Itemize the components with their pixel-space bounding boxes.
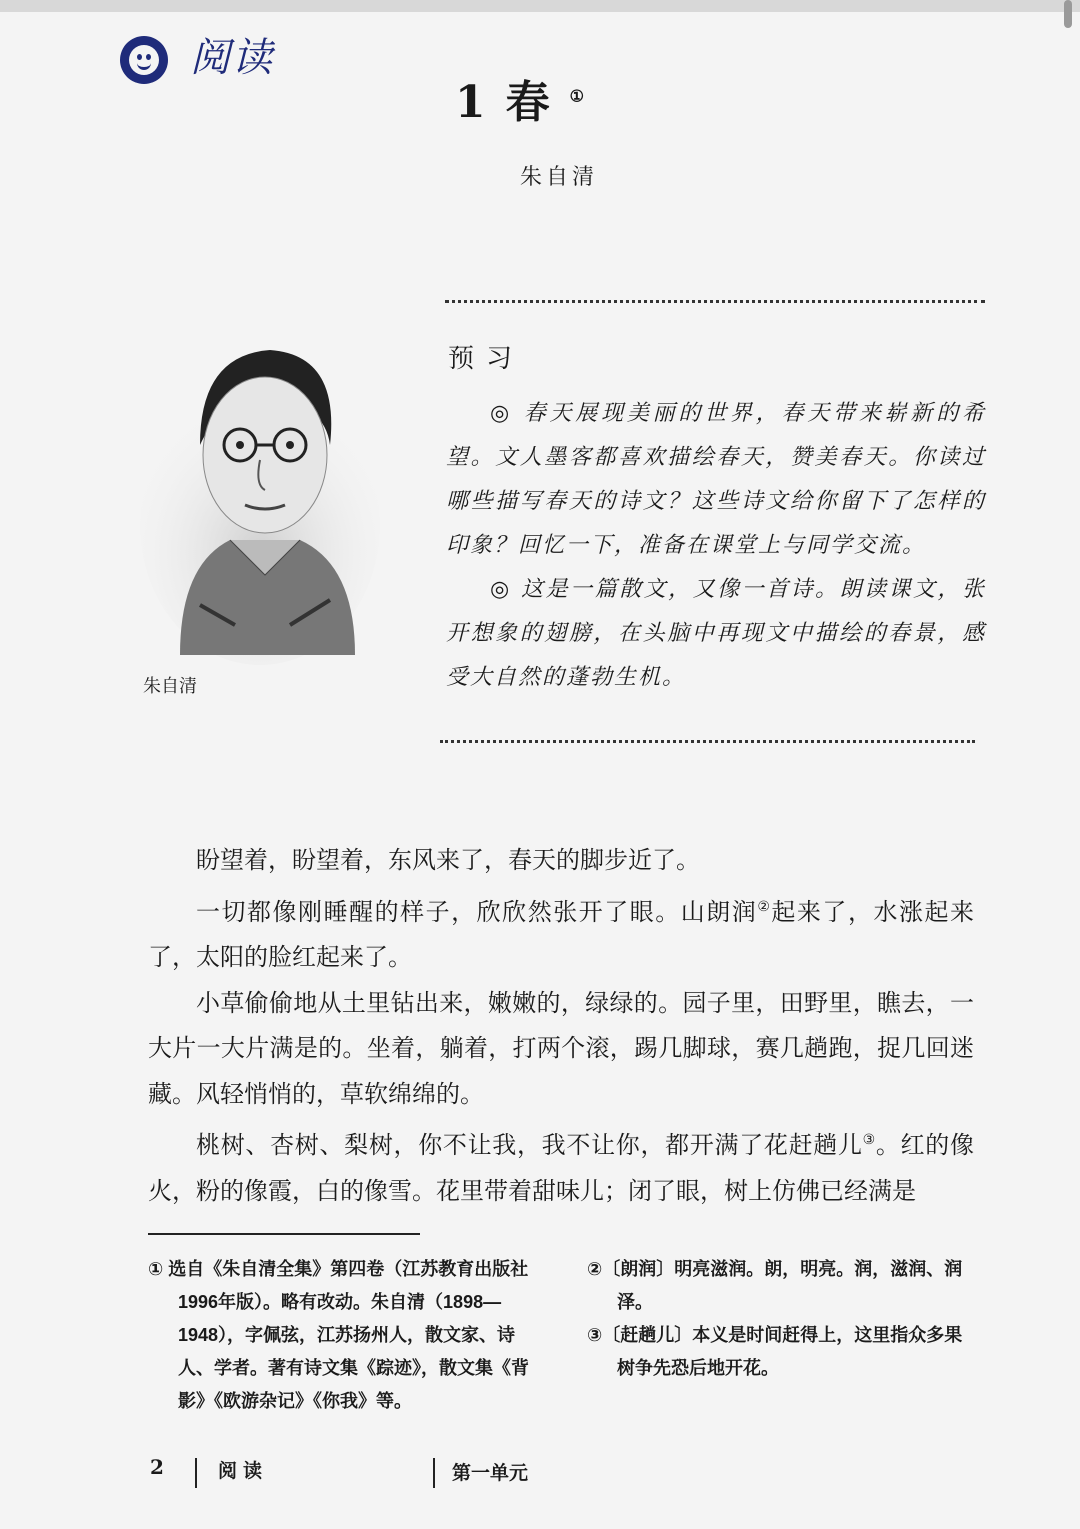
lesson-name: 春 xyxy=(505,77,570,128)
footnote-rule xyxy=(148,1233,420,1235)
footer-unit: 第一单元 xyxy=(452,1462,529,1484)
preview-heading: 预习 xyxy=(448,344,525,374)
footnote: ① 选自《朱自清全集》第四卷（江苏教育出版社1996年版）。略有改动。朱自清（1898—1948），字佩弦，江苏扬州人，散文家、诗人、学者。著有诗文集《踪迹》，散文集《背影》《欧游杂记》《你我》等。 xyxy=(148,1259,529,1411)
body-paragraph: 盼望着，盼望着，东风来了，春天的脚步近了。 xyxy=(196,847,700,874)
divider xyxy=(440,740,975,743)
section-title: 阅读 xyxy=(190,35,274,81)
footnotes xyxy=(148,1253,978,1418)
top-bar xyxy=(0,0,1080,12)
author-name: 朱自清 xyxy=(520,165,599,190)
preview-paragraph: ◎ 这是一篇散文，又像一首诗。朗读课文，张开想象的翅膀，在头脑中再现文中描绘的春景，感受大自然的蓬勃生机。 xyxy=(446,577,986,690)
portrait-caption: 朱自清 xyxy=(143,676,197,697)
body-paragraph: 桃树、杏树、梨树，你不让我，我不让你，都开满了花赶趟儿③。红的像火，粉的像霞，白的像雪。花里带着甜味儿；闭了眼，树上仿佛已经满是 xyxy=(148,1131,974,1205)
footnote: ②〔朗润〕明亮滋润。朗，明亮。润，滋润、润泽。 xyxy=(587,1259,963,1312)
scrollbar-thumb[interactable] xyxy=(1064,0,1072,28)
footnote-mark: ③ xyxy=(862,1131,876,1147)
footer-separator xyxy=(195,1458,197,1488)
body-paragraph: 小草偷偷地从土里钻出来，嫩嫩的，绿绿的。园子里，田野里，瞧去，一大片一大片满是的。坐着，躺着，打两个滚，踢几脚球，赛几趟跑，捉几回迷藏。风轻悄悄的，草软绵绵的。 xyxy=(148,989,974,1108)
preview-box xyxy=(446,392,986,700)
footnote: ③〔赶趟儿〕本义是时间赶得上，这里指众多果树争先恐后地开花。 xyxy=(587,1325,963,1378)
page-number: 2 xyxy=(150,1455,164,1479)
divider xyxy=(445,300,985,303)
footnote-mark: ② xyxy=(757,897,772,914)
footer-separator xyxy=(433,1458,435,1488)
lesson-body xyxy=(148,838,974,1214)
preview-paragraph: ◎ 春天展现美丽的世界，春天带来崭新的希望。文人墨客都喜欢描绘春天，赞美春天。你读过哪些描写春天的诗文？这些诗文给你留下了怎样的印象？回忆一下，准备在课堂上与同学交流。 xyxy=(446,401,986,558)
smiley-icon xyxy=(120,36,168,84)
body-paragraph: 一切都像刚睡醒的样子，欣欣然张开了眼。山朗润②起来了，水涨起来了，太阳的脸红起来了。 xyxy=(148,897,975,971)
lesson-number: 1 xyxy=(455,77,506,128)
footer-section: 阅读 xyxy=(218,1460,269,1482)
lesson-title xyxy=(455,66,584,130)
footnote-mark: ① xyxy=(569,86,584,106)
author-portrait xyxy=(140,325,380,665)
